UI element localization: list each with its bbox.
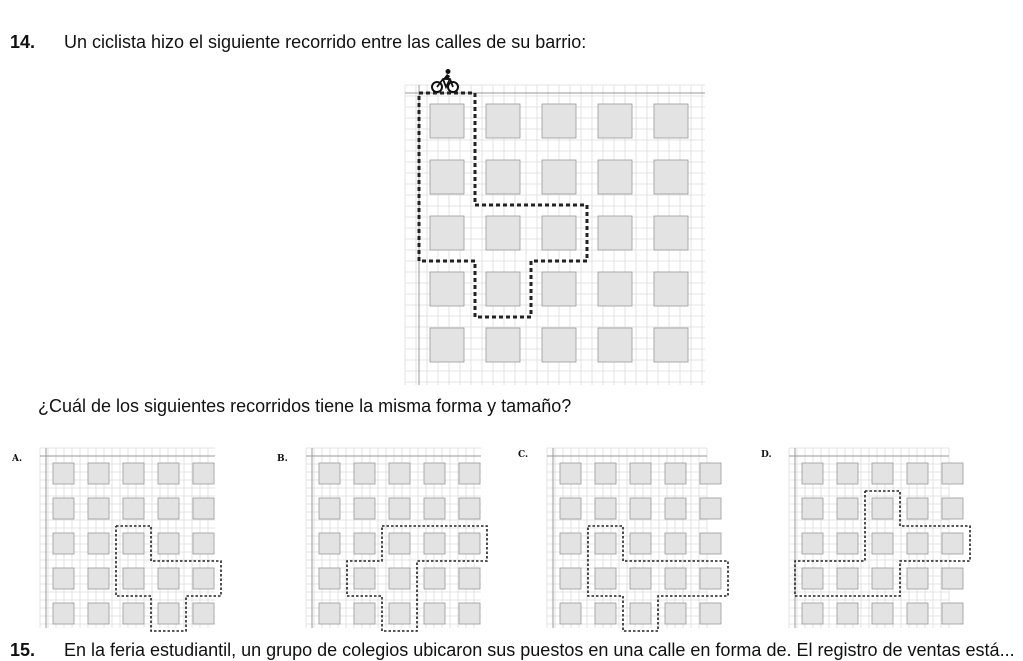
option-b-label[interactable]: B. [277,454,288,464]
city-block [595,463,616,484]
city-block [88,568,109,589]
city-block [430,160,464,194]
city-block [630,568,651,589]
city-block [595,603,616,624]
city-block [459,533,480,554]
city-block [595,533,616,554]
city-block [872,463,893,484]
city-block [88,533,109,554]
city-block [88,603,109,624]
city-block [486,216,520,250]
city-block [837,498,858,519]
city-block [123,463,144,484]
city-block [907,533,928,554]
city-block [872,498,893,519]
city-block [942,463,963,484]
city-block [907,463,928,484]
city-block [424,568,445,589]
question-text: Un ciclista hizo el siguiente recorrido entre las calles de su barrio: [64,32,587,52]
cyclist-icon [430,68,460,94]
city-block [354,603,375,624]
city-block [700,603,721,624]
city-block [665,498,686,519]
city-block [193,463,214,484]
city-block [486,104,520,138]
city-block [872,533,893,554]
city-block [837,533,858,554]
city-block [560,568,581,589]
city-block [654,160,688,194]
city-block [354,463,375,484]
city-block [665,463,686,484]
option-c-map[interactable] [547,448,707,633]
subquestion-text: ¿Cuál de los siguientes recorridos tiene la misma forma y tamaño? [38,396,572,416]
city-block [193,568,214,589]
city-block [542,328,576,362]
city-block [700,498,721,519]
city-block [700,568,721,589]
city-block [542,160,576,194]
city-block [486,328,520,362]
city-block [542,104,576,138]
city-block [158,603,179,624]
city-block [942,568,963,589]
city-block [630,603,651,624]
city-block [88,498,109,519]
city-block [424,533,445,554]
city-block [430,328,464,362]
city-block [654,272,688,306]
city-block [560,603,581,624]
city-block [53,498,74,519]
city-block [389,463,410,484]
city-block [595,568,616,589]
city-block [654,104,688,138]
city-block [486,160,520,194]
city-block [158,533,179,554]
city-block [389,603,410,624]
city-block [837,463,858,484]
city-block [837,603,858,624]
city-block [193,533,214,554]
city-block [560,463,581,484]
city-block [654,328,688,362]
city-block [389,533,410,554]
city-block [942,498,963,519]
city-block [123,533,144,554]
city-block [630,463,651,484]
city-block [123,568,144,589]
city-block [560,498,581,519]
city-block [193,498,214,519]
city-block [389,498,410,519]
city-block [123,603,144,624]
city-block [319,568,340,589]
city-block [654,216,688,250]
city-block [665,533,686,554]
city-block [872,603,893,624]
city-block [942,603,963,624]
city-block [354,568,375,589]
city-block [560,533,581,554]
city-block [942,533,963,554]
city-block [598,216,632,250]
city-block [907,498,928,519]
city-block [53,463,74,484]
city-block [459,498,480,519]
city-block [424,463,445,484]
city-block [53,568,74,589]
city-block [459,463,480,484]
city-block [430,104,464,138]
city-block [802,603,823,624]
city-block [665,603,686,624]
city-block [53,603,74,624]
main-route-map [405,85,705,385]
city-block [459,603,480,624]
option-d-map[interactable] [789,448,949,633]
city-block [424,603,445,624]
city-block [486,272,520,306]
city-block [88,463,109,484]
city-block [53,533,74,554]
option-d-label[interactable]: D. [761,450,772,460]
city-block [837,568,858,589]
city-block [872,568,893,589]
city-block [158,463,179,484]
city-block [907,603,928,624]
city-block [319,498,340,519]
option-c-label[interactable]: C. [518,450,529,460]
city-block [802,568,823,589]
city-block [542,216,576,250]
city-block [802,533,823,554]
city-block [430,216,464,250]
next-question-number: 15. [10,640,36,660]
city-block [158,498,179,519]
city-block [319,533,340,554]
city-block [598,328,632,362]
city-block [158,568,179,589]
city-block [700,533,721,554]
option-a-map[interactable] [40,448,220,633]
city-block [598,272,632,306]
city-block [319,603,340,624]
city-block [123,498,144,519]
city-block [598,160,632,194]
city-block [389,568,410,589]
city-block [700,463,721,484]
city-block [595,498,616,519]
city-block [665,568,686,589]
city-block [354,498,375,519]
city-block [630,498,651,519]
city-block [459,568,480,589]
next-question-text: En la feria estudiantil, un grupo de colegios ubicaron sus puestos en una calle en forma de. El registro de ventas está... [64,640,1015,660]
city-block [907,568,928,589]
option-b-map[interactable] [306,448,486,633]
city-block [802,498,823,519]
question-number: 14. [10,32,36,52]
city-block [630,533,651,554]
city-block [598,104,632,138]
city-block [319,463,340,484]
city-block [354,533,375,554]
city-block [424,498,445,519]
option-a-label[interactable]: A. [12,454,23,464]
city-block [193,603,214,624]
city-block [430,272,464,306]
city-block [802,463,823,484]
city-block [542,272,576,306]
